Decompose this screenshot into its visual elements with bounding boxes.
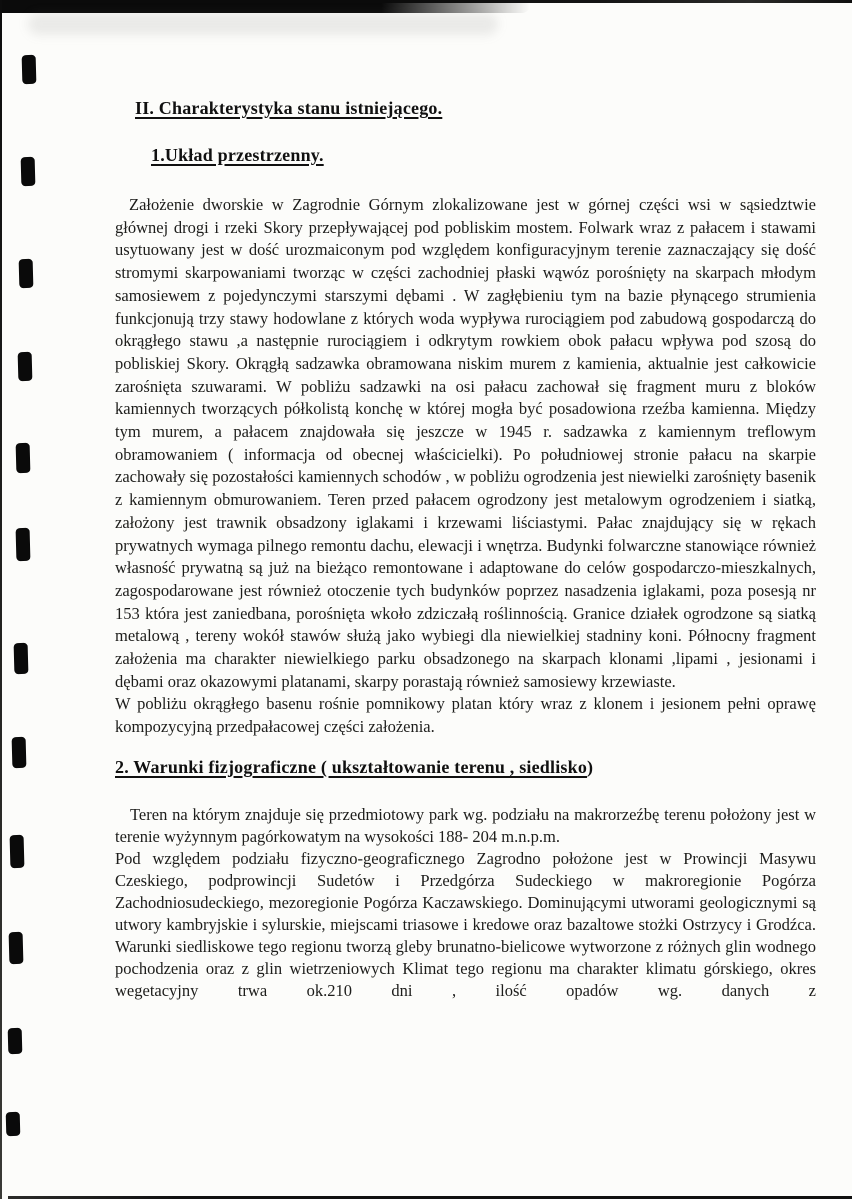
- binding-hole-mark: [14, 643, 29, 674]
- scan-top-left-dark-bar: [0, 0, 530, 13]
- binding-hole-mark: [16, 443, 31, 473]
- paragraph-uklad-przestrzenny-main: Założenie dworskie w Zagrodnie Górnym zlokalizowane jest w górnej części wsi w sąsiedztwie głównej drogi i rzeki Skory przepływającej pod pobliskim mostem. Folwark wraz z pałacem i stawami usytuowany jest w dość urozmaiconym pod względem konfiguracyjnym terenie zaznaczający się dość stromymi skarpowaniami tworząc w części zachodniej płaski wąwóz porośnięty na skarpach młodym samosiewem z pojedynczymi starszymi dębami . W zagłębieniu tym na bazie płynącego strumienia funkcjonują trzy stawy hodowlane z których woda wypływa rurociągiem pod zabudową gospodarczą do okrągłego stawu ,a następnie rurociągiem i odkrytym rowkiem obok pałacu wpływa pod szosą do pobliskiej Skory. Okrągłą sadzawka obramowana niskim murem z kamienia, aktualnie jest całkowicie zarośnięta szuwarami. W pobliżu sadzawki na osi pałacu zachował się fragment muru z bloków kamiennych tworzących półkolistą konchę w której mogła być posadowiona rzeźba kamienna. Między tym murem, a pałacem znajdowała się jeszcze w 1945 r. sadzawka z kamiennym treflowym obramowaniem ( informacja od obecnej właścicielki). Po południowej stronie pałacu na skarpie zachowały się pozostałości kamiennych schodów , w pobliżu ogrodzenia jest niewielki zarośnięty basenik z kamiennym obmurowaniem. Teren przed pałacem ogrodzony jest metalowym ogrodzeniem i siatką, założony jest trawnik obsadzony iglakami i krzewami liściastymi. Pałac znajdujący się w rękach prywatnych wymaga pilnego remontu dachu, elewacji i wnętrza. Budynki folwarczne stanowiące również własność prywatną są już na bieżąco remontowane i adaptowane do celów gospodarczo-mieszkalnych, zagospodarowane jest również otoczenie tych budynków poprzez nasadzenia iglakami, poza posesją nr 153 która jest zaniedbana, porośnięta wkoło zdziczałą roślinnością. Granice działek ogrodzone są siatką metalową , tereny wokół stawów służą jako wybiegi dla niewielkiej stadniny koni. Północny fragment założenia ma charakter niewielkiego parku obsadzonego na skarpach klonami ,lipami , jesionami i dębami oraz okazowymi platanami, skarpy porastają również samosiewy krzewiaste.: [115, 195, 816, 691]
- binding-hole-mark: [22, 55, 37, 84]
- binding-hole-mark: [6, 1112, 21, 1136]
- document-content: [115, 98, 816, 1002]
- binding-hole-mark: [9, 932, 24, 964]
- paragraph-warunki-teren: Teren na którym znajduje się przedmiotowy park wg. podziału na makrorzeźbę terenu położony jest w terenie wyżynnym pagórkowatym na wysokości 188- 204 m.n.p.m.: [115, 804, 816, 846]
- paragraph-uklad-przestrzenny-platan: W pobliżu okrągłego basenu rośnie pomnikowy platan który wraz z klonem i jesionem pełni oprawę kompozycyjną przedpałacowej części założenia.: [115, 694, 816, 737]
- binding-hole-mark: [21, 157, 36, 186]
- section-heading-charakterystyka: II. Charakterystyka stanu istniejącego.: [135, 98, 443, 118]
- binding-hole-mark: [10, 835, 25, 868]
- binding-hole-mark: [8, 1028, 23, 1054]
- paragraph-warunki-geografia: Pod względem podziału fizyczno-geograficznego Zagrodno położone jest w Prowincji Masywu Czeskiego, podprowincji Sudetów i Przedgórza Sudeckiego w makroregionie Pogórza Zachodniosudeckiego, mezoregionie Pogórza Kaczawskiego. Dominującymi utworami geologicznymi są utwory kambryjskie i sylurskie, miejscami triasowe i kredowe oraz bazaltowe stożki Ostrzycy i Grodźca. Warunki siedliskowe tego regionu tworzą gleby brunatno-bielicowe wytworzone z różnych glin wodnego pochodzenia oraz z glin wietrzeniowych Klimat tego regionu ma charakter klimatu górskiego, okres wegetacyjny trwa ok.210 dni , ilość opadów wg. danych z: [115, 848, 816, 1000]
- binding-hole-mark: [18, 352, 33, 381]
- binding-hole-mark: [12, 737, 27, 768]
- subsection-heading-warunki-fizjograficzne: [115, 757, 816, 778]
- scan-smudge: [28, 13, 498, 35]
- scan-left-edge-line: [0, 0, 2, 1199]
- subsection-heading-uklad-przestrzenny: 1.Układ przestrzenny.: [151, 145, 324, 165]
- binding-hole-mark: [19, 259, 34, 288]
- subsection-heading-warunki-paren: ): [587, 756, 594, 777]
- binding-hole-mark: [16, 528, 31, 561]
- subsection-heading-warunki-text: 2. Warunki fizjograficzne ( ukształtowanie terenu , siedlisko: [115, 756, 588, 777]
